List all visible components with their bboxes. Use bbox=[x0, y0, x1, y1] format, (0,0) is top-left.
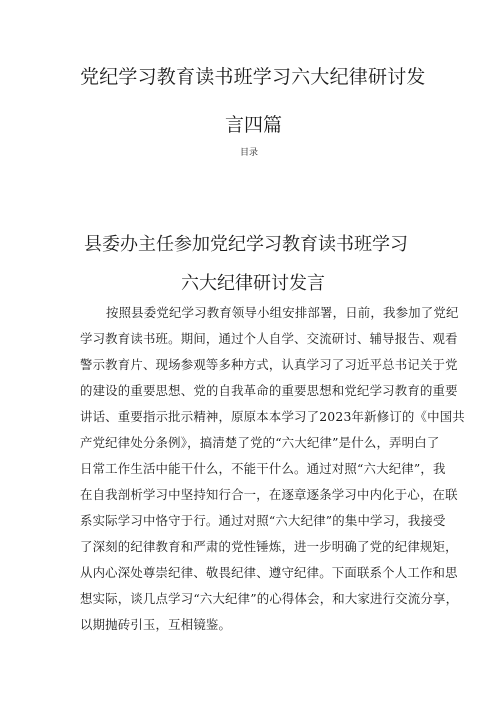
section-title-line-2: 六大纪律研讨发言 bbox=[181, 273, 325, 294]
body-line: 产党纪律处分条例》，搞清楚了党的“六大纪律”是什么，弄明白了 bbox=[80, 435, 440, 450]
section-title-line-1: 县委办主任参加党纪学习教育读书班学习 bbox=[84, 234, 408, 255]
section-body-paragraph bbox=[80, 300, 465, 638]
body-line: 从内心深处尊崇纪律、敬畏纪律、遵守纪律。下面联系个人工作和思 bbox=[80, 565, 458, 580]
body-line: 按照县委党纪学习教育领导小组安排部署，日前，我参加了党纪 bbox=[106, 305, 459, 320]
body-line: 以期抛砖引玉，互相镜鉴。 bbox=[80, 617, 232, 632]
body-line: 在自我剖析学习中坚持知行合一，在逐章逐条学习中内化于心，在联 bbox=[80, 487, 458, 502]
body-line: 的建设的重要思想、党的自我革命的重要思想和党纪学习教育的重要 bbox=[80, 383, 458, 398]
body-line: 警示教育片、现场参观等多种方式，认真学习了习近平总书记关于党 bbox=[80, 357, 458, 372]
body-line: 了深刻的纪律教育和严肃的党性锤炼，进一步明确了党的纪律规矩， bbox=[80, 539, 458, 554]
body-line: 系实际学习中恪守于行。通过对照“六大纪律”的集中学习，我接受 bbox=[80, 513, 446, 528]
document-title-line-2: 言四篇 bbox=[225, 114, 283, 136]
body-line: 学习教育读书班。期间，通过个人自学、交流研讨、辅导报告、观看 bbox=[80, 331, 458, 346]
body-line: 日常工作生活中能干什么，不能干什么。通过对照“六大纪律”，我 bbox=[80, 461, 446, 476]
table-of-contents-label: 目录 bbox=[240, 148, 259, 158]
body-line: 讲话、重要指示批示精神，原原本本学习了2023年新修订的《中国共 bbox=[80, 409, 465, 424]
body-line: 想实际，谈几点学习“六大纪律”的心得体会，和大家进行交流分享， bbox=[80, 591, 459, 606]
document-title-line-1: 党纪学习教育读书班学习六大纪律研讨发 bbox=[80, 66, 426, 88]
